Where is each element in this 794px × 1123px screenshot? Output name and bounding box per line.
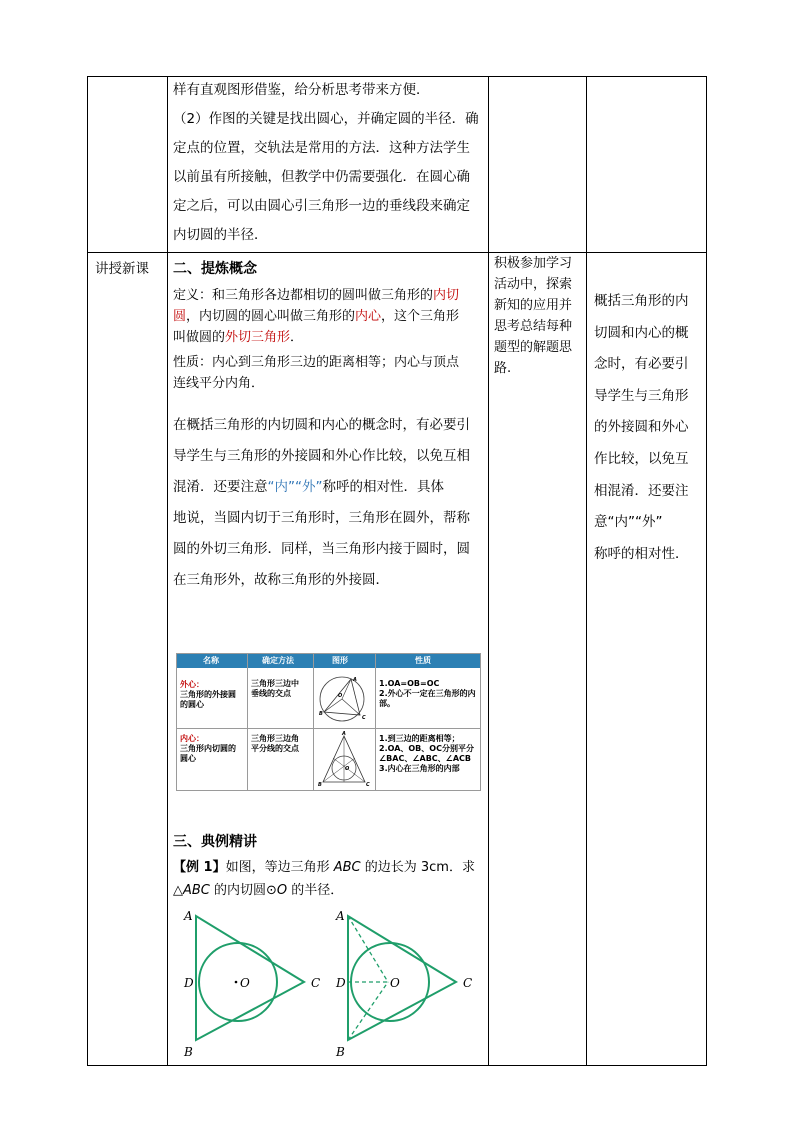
definition-paragraph [173,285,485,348]
text-line: 定之后，可以由圆心引三角形一边的垂线段来确定 [173,198,470,214]
text-line: 意“内”“外” [594,514,663,531]
property-paragraph [173,352,485,394]
text-line: 概括三角形的内 [594,293,689,309]
text-line: 连线平分内角． [173,376,265,391]
text-line: 新知的应用并 [494,298,573,313]
svg-text:O: O [240,976,250,990]
text-line: 地说，当圆内切于三角形时，三角形在圆外，帮称 [173,510,470,526]
summary-table [176,653,481,791]
svg-text:A: A [336,909,345,923]
text-run: ． [290,330,304,345]
text-line: 样有直观图形借鉴，给分析思考带来方便． [173,82,430,98]
svg-text:C: C [366,782,370,788]
svg-text:O: O [338,693,343,699]
text-line: 在三角形外，故称三角形的外接圆． [173,572,389,588]
text-run: ，内切圆的圆心叫做三角形的 [186,309,356,324]
incircle-figure [315,730,373,788]
example-problem: 【例 1】如图，等边三角形 ABC 的边长为 3cm．求 △ABC 的内切圆⊙O 的半径． [173,860,475,898]
text-line: 圆的外切三角形．同样，当三角形内接于圆时，圆 [173,541,470,557]
text-line: 题型的解题思 [494,340,573,355]
student-activity-cell [494,253,584,379]
example-label: 【例 1】 [173,860,226,875]
svg-text:A: A [353,677,357,683]
row2-method: 三角形三边角 平分线的交点 [251,734,299,753]
highlight-term: “内”“外” [267,479,323,495]
text-line: 路. [494,361,512,376]
header-name: 名称 [203,656,219,665]
svg-text:B: B [318,782,322,788]
section-title: 三、典例精讲 [173,834,257,850]
svg-text:B: B [184,1045,193,1059]
top-content-cell [173,76,485,250]
text-run: 称呼的相对性．具体 [322,479,444,495]
text-line: 导学生与三角形 [594,387,689,404]
svg-text:O: O [390,976,400,990]
text-line: 定点的位置，交轨法是常用的方法．这种方法学生 [173,140,470,156]
highlight-term: 圆 [173,309,187,324]
text-line: 念时，有必要引 [594,356,689,373]
svg-text:D: D [336,976,346,990]
example-figure-1 [178,906,328,1061]
highlight-term: 内心 [355,309,382,324]
svg-text:A: A [184,909,193,923]
text-line: 内切圆的半径． [173,227,268,243]
svg-text:A: A [342,731,346,737]
row1-method: 三角形三边中 垂线的交点 [251,679,299,698]
svg-text:C: C [463,976,473,990]
text-line: 在概括三角形的内切圆和内心的概念时，有必要引 [173,417,470,433]
row2-name: 内心： 三角形内切圆的 圆心 [180,734,236,763]
text-run: 叫做圆的 [173,330,226,345]
highlight-term: 内切 [433,288,460,303]
text-line: 的外接圆和外心 [594,419,689,436]
svg-text:B: B [319,711,323,717]
section-title: 二、提炼概念 [173,261,257,277]
design-note-cell [594,286,704,570]
text-line: 活动中，探索 [494,277,573,292]
row2-props: 1.到三边的距离相等； 2.OA、OB、OC分别平分 ∠BAC、∠ABC、∠ACB 3.内心在三角形的内部 [379,734,474,773]
svg-text:C: C [311,976,321,990]
text-line: 作比较，以免互 [594,450,689,467]
text-line: 导学生与三角形的外接圆和外心作比较，以免互相 [173,448,470,464]
header-property: 性质 [415,656,431,665]
example-figure-2 [330,906,480,1061]
text-line: 称呼的相对性． [594,545,689,562]
row1-name: 外心： 三角形的外接圆 的圆心 [180,680,236,709]
svg-text:D: D [184,976,194,990]
svg-text:B: B [336,1045,345,1059]
summary-table-header [177,654,480,668]
text-line: 切圆和内心的概 [594,324,689,341]
text-line: （2）作图的关键是找出圆心，并确定圆的半径．确 [173,111,479,127]
stage-label: 讲授新课 [95,261,149,277]
text-line: 性质：内心到三角形三边的距离相等；内心与顶点 [173,355,460,370]
explanation-paragraph [173,410,485,596]
row1-props: 1.OA=OB=OC 2.外心不一定在三角形的内 部。 [379,679,476,708]
header-figure: 图形 [332,656,348,665]
highlight-term: 外切三角形 [225,330,291,345]
text-run: 定义：和三角形各边都相切的圆叫做三角形的 [173,288,434,303]
text-line: 相混淆．还要注 [594,482,689,499]
circumcircle-figure [315,670,373,726]
svg-text:C: C [362,715,366,721]
text-line: 思考总结每种 [494,319,573,334]
header-method: 确定方法 [262,656,294,665]
text-line: 积极参加学习 [494,256,573,271]
text-run: 混淆．还要注意 [173,479,268,495]
svg-text:O: O [345,766,350,772]
text-line: 以前虽有所接触，但教学中仍需要强化．在圆心确 [173,169,470,185]
text-run: ，这个三角形 [381,309,460,324]
